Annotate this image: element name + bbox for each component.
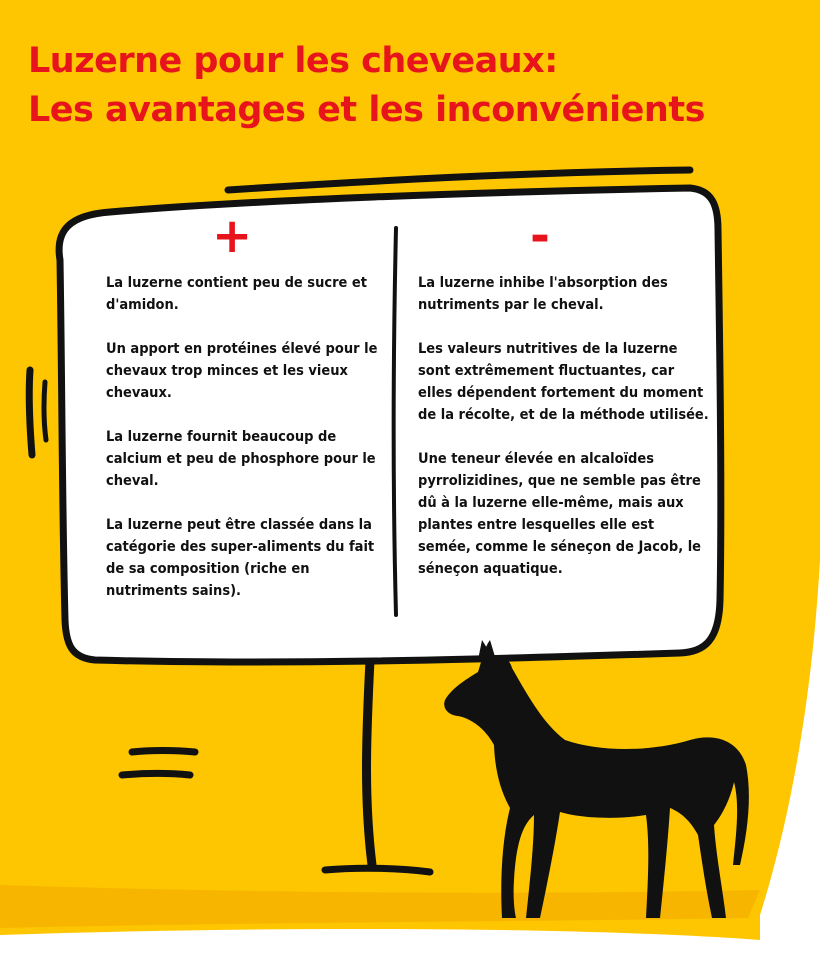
advantages-column bbox=[106, 272, 381, 624]
dash-mark-1 bbox=[132, 751, 195, 753]
page-title-line-2: Les avantages et les inconvénients bbox=[28, 90, 705, 130]
side-mark-2 bbox=[44, 382, 46, 440]
advantage-item: La luzerne contient peu de sucre et d'amidon. bbox=[106, 275, 368, 313]
disadvantage-item: La luzerne inhibe l'absorption des nutriments par le cheval. bbox=[418, 275, 668, 313]
disadvantage-item: Une teneur élevée en alcaloïdes pyrrolizidines, que ne semble pas être dû à la luzerne elle-même, mais aux plantes entre lesquelles elle est semée, comme le séneçon de Jacob, le séneçon aquatique. bbox=[418, 451, 702, 577]
side-mark-1 bbox=[29, 370, 32, 455]
plus-sign-icon: + bbox=[212, 208, 253, 264]
minus-sign-icon: - bbox=[530, 208, 550, 264]
easel-foot bbox=[325, 868, 430, 872]
disadvantage-item: Les valeurs nutritives de la luzerne sont extrêmement fluctuantes, car elles dépendent fortement du moment de la récolte, et de la méthode utilisée. bbox=[418, 341, 709, 423]
advantage-item: Un apport en protéines élevé pour le chevaux trop minces et les vieux chevaux. bbox=[106, 341, 378, 401]
dash-mark-2 bbox=[122, 774, 190, 776]
advantage-item: La luzerne fournit beaucoup de calcium et peu de phosphore pour le cheval. bbox=[106, 429, 376, 489]
page-title-line-1: Luzerne pour les cheveaux: bbox=[28, 41, 558, 81]
advantage-item: La luzerne peut être classée dans la catégorie des super-aliments du fait de sa composition (riche en nutriments sains). bbox=[106, 517, 375, 599]
disadvantages-column bbox=[418, 272, 710, 602]
